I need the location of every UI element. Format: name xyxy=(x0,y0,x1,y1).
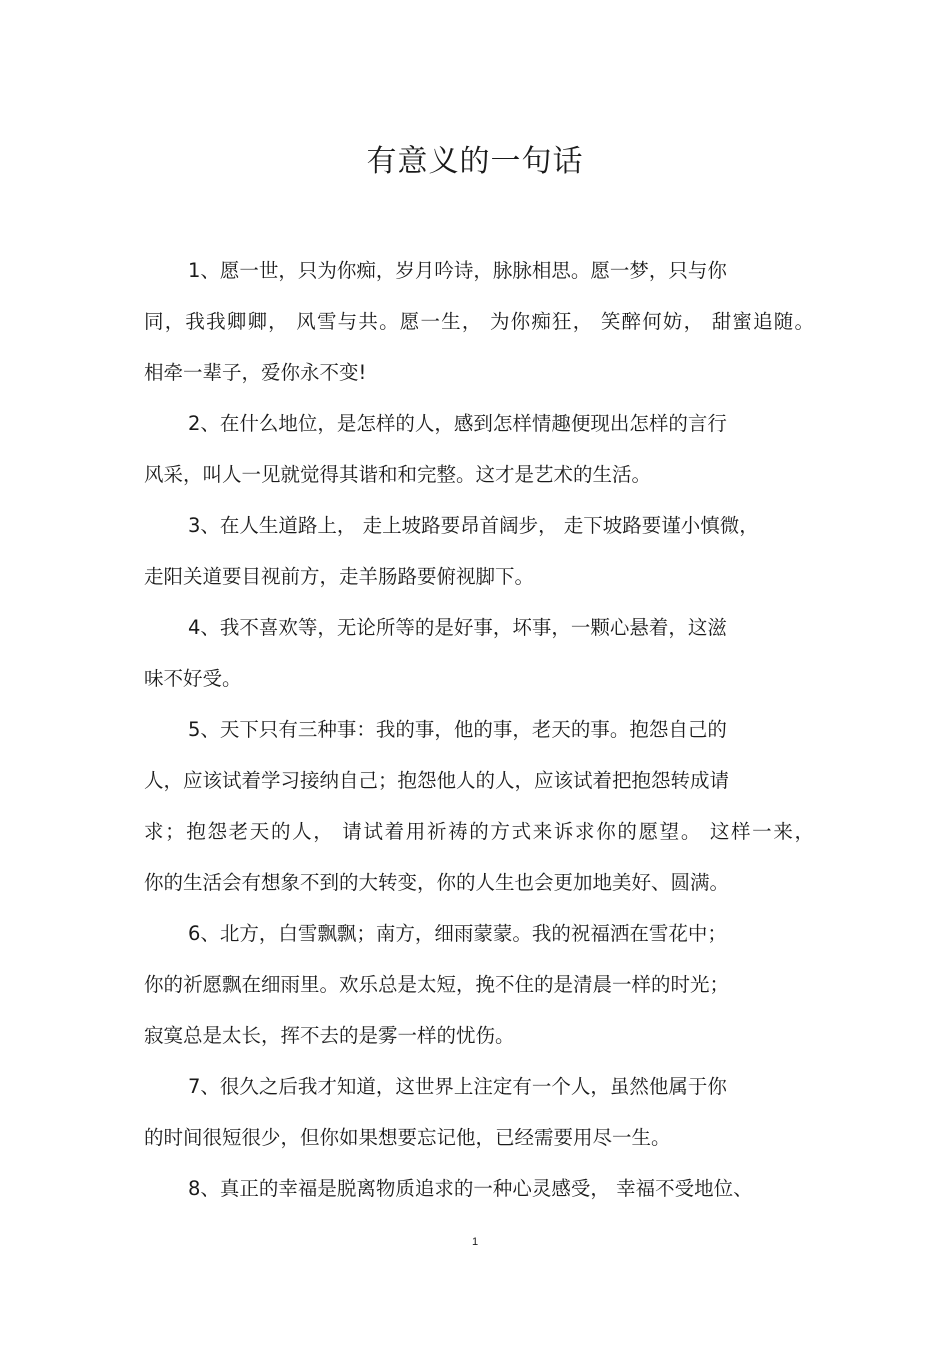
paragraph-line: 风采，叫人一见就觉得其谐和和完整。这才是艺术的生活。 xyxy=(144,463,652,486)
paragraph-4 xyxy=(144,602,814,704)
paragraph-7 xyxy=(144,1061,814,1163)
paragraph-line: 1、愿一世，只为你痴，岁月吟诗，脉脉相思。愿一梦，只与你 xyxy=(188,259,727,282)
paragraph-line: 你的祈愿飘在细雨里。欢乐总是太短，挽不住的是清晨一样的时光； xyxy=(144,973,730,996)
paragraph-line: 同，我我卿卿， 风雪与共。愿一生， 为你痴狂， 笑醉何妨， 甜蜜追随。 xyxy=(144,310,814,333)
paragraph-line: 求；抱怨老天的人， 请试着用祈祷的方式来诉求你的愿望。 这样一来， xyxy=(144,820,814,843)
document-body xyxy=(144,245,814,1214)
paragraph-2 xyxy=(144,398,814,500)
page-number: 1 xyxy=(471,1236,479,1248)
paragraph-line: 7、很久之后我才知道，这世界上注定有一个人，虽然他属于你 xyxy=(188,1075,727,1098)
paragraph-line: 8、真正的幸福是脱离物质追求的一种心灵感受， 幸福不受地位、 xyxy=(188,1177,753,1200)
paragraph-line: 的时间很短很少，但你如果想要忘记他，已经需要用尽一生。 xyxy=(144,1126,671,1149)
paragraph-line: 走阳关道要目视前方，走羊肠路要俯视脚下。 xyxy=(144,565,535,588)
paragraph-line: 4、我不喜欢等，无论所等的是好事，坏事，一颗心悬着，这滋 xyxy=(188,616,727,639)
paragraph-line: 人，应该试着学习接纳自己；抱怨他人的人，应该试着把抱怨转成请 xyxy=(144,769,730,792)
paragraph-line: 味不好受。 xyxy=(144,667,242,690)
paragraph-3 xyxy=(144,500,814,602)
paragraph-line: 2、在什么地位，是怎样的人，感到怎样情趣便现出怎样的言行 xyxy=(188,412,727,435)
paragraph-6 xyxy=(144,908,814,1061)
paragraph-line: 3、在人生道路上， 走上坡路要昂首阔步， 走下坡路要谨小慎微， xyxy=(188,514,759,537)
document-title: 有意义的一句话 xyxy=(366,144,584,179)
paragraph-8 xyxy=(144,1163,814,1214)
paragraph-1 xyxy=(144,245,814,398)
paragraph-line: 相牵一辈子，爱你永不变! xyxy=(144,361,367,384)
paragraph-5 xyxy=(144,704,814,908)
paragraph-line: 你的生活会有想象不到的大转变，你的人生也会更加地美好、圆满。 xyxy=(144,871,730,894)
paragraph-line: 寂寞总是太长，挥不去的是雾一样的忧伤。 xyxy=(144,1024,515,1047)
paragraph-line: 6、北方，白雪飘飘；南方，细雨蒙蒙。我的祝福洒在雪花中； xyxy=(188,922,727,945)
paragraph-line: 5、天下只有三种事：我的事，他的事，老天的事。抱怨自己的 xyxy=(188,718,727,741)
